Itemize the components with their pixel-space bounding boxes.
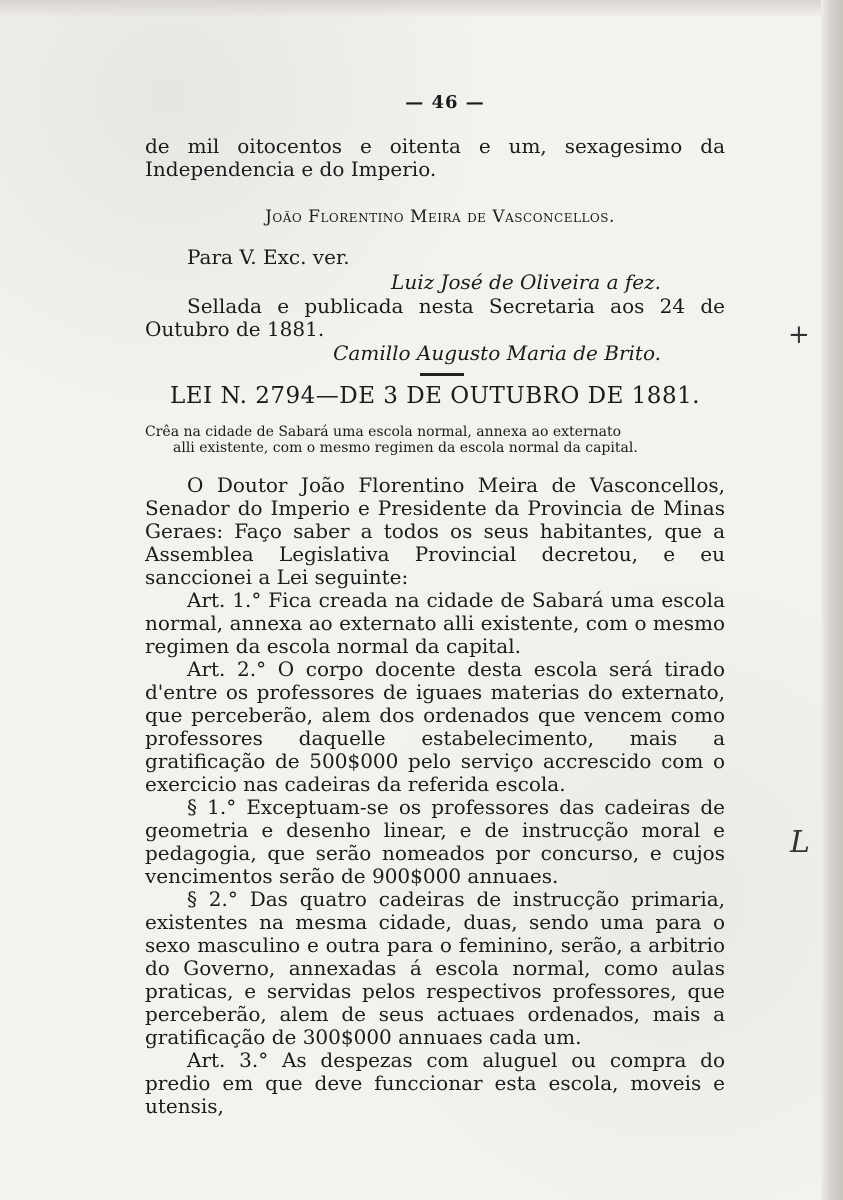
page-right-edge [821, 0, 843, 1200]
sellada-paragraph: Sellada e publicada nesta Secretaria aos 24 de Outubro de 1881. [145, 294, 725, 341]
law-summary [145, 424, 725, 456]
law-summary-line-2: alli existente, com o mesmo regimen da escola normal da capital. [173, 440, 638, 456]
margin-letter-mark: L [790, 825, 810, 860]
article-1: Art. 1.° Fica creada na cidade de Sabará uma escola normal, annexa ao externato alli existente, com o mesmo regimen da escola normal da capital. [145, 588, 725, 658]
signatory-name: João Florentino Meira de Vasconcellos. [265, 207, 615, 227]
article-2-paragraph-1: § 1.° Exceptuam-se os professores das cadeiras de geometria e desenho linear, e de instrucção moral e pedagogia, que serão nomeados por concurso, e cujos vencimentos serão de 900$000 annuaes. [145, 795, 725, 888]
clerk-signature: Luiz José de Oliveira a fez. [391, 270, 661, 294]
section-divider [420, 373, 464, 376]
para-ver-line: Para V. Exc. ver. [187, 245, 350, 269]
secretary-signature: Camillo Augusto Maria de Brito. [333, 341, 661, 365]
law-title: LEI N. 2794—DE 3 DE OUTUBRO DE 1881. [169, 383, 701, 409]
page-number: — 46 — [405, 92, 485, 113]
article-2: Art. 2.° O corpo docente desta escola será tirado d'entre os professores de iguaes materias do externato, que perceberão, alem dos ordenados que vencem como professores daquelle estabelecimento, mais a gratificação de 500$000 pelo serviço accrescido com o exercicio nas cadeiras da referida escola. [145, 657, 725, 796]
page-top-edge [0, 0, 843, 18]
intro-paragraph: de mil oitocentos e oitenta e um, sexagesimo da Independencia e do Imperio. [145, 134, 725, 181]
law-summary-line-1: Crêa na cidade de Sabará uma escola normal, annexa ao externato [145, 424, 622, 440]
article-3: Art. 3.° As despezas com aluguel ou compra do predio em que deve funccionar esta escola, moveis e utensis, [145, 1048, 725, 1118]
article-2-paragraph-2: § 2.° Das quatro cadeiras de instrucção primaria, existentes na mesma cidade, duas, sendo uma para o sexo masculino e outra para o feminino, serão, a arbitrio do Governo, annexadas á escola normal, como aulas praticas, e servidas pelos respectivos professores, que perceberão, alem de seus actuaes ordenados, mais a gratificação de 300$000 annuaes cada um. [145, 887, 725, 1049]
preamble-paragraph: O Doutor João Florentino Meira de Vasconcellos, Senador do Imperio e Presidente da Provincia de Minas Geraes: Faço saber a todos os seus habitantes, que a Assemblea Legislativa Provincial decretou, e eu sanccionei a Lei seguinte: [145, 473, 725, 589]
margin-cross-mark: + [788, 320, 810, 350]
document-content [145, 92, 725, 1118]
